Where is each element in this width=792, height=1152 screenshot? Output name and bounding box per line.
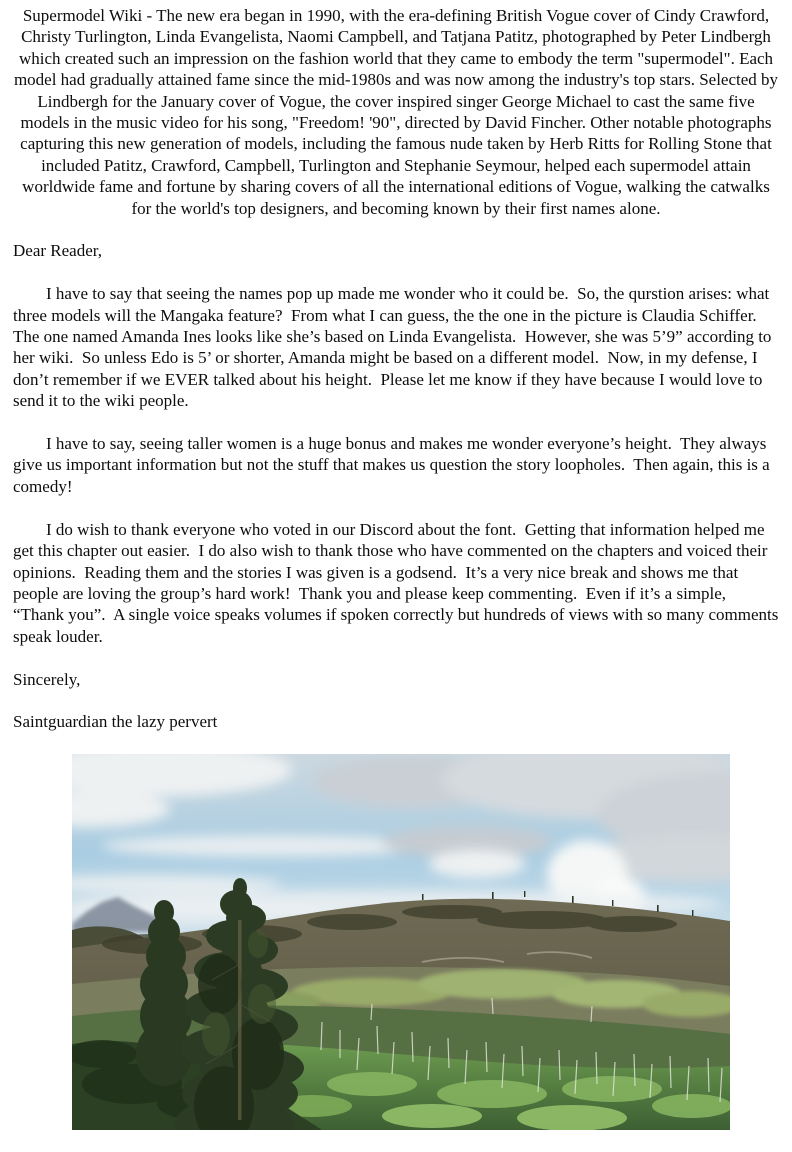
- letter-paragraph-2: I have to say, seeing taller women is a huge bonus and makes me wonder everyone’s height. They always give us important information but not the stuff that makes us question the story loopholes. Then again, this is a comedy!: [13, 434, 774, 496]
- salutation: Dear Reader,: [13, 241, 102, 261]
- signature: Saintguardian the lazy pervert: [13, 712, 218, 732]
- intro-paragraph: Supermodel Wiki - The new era began in 1990, with the era-defining British Vogue cover of Cindy Crawford, Christy Turlington, Linda Evangelista, Naomi Campbell, and Tatjana Patitz, photographed by Peter Lindbergh which created such an impression on the fashion world that they came to embody the term "supermodel". Each model had gradually attained fame since the mid-1980s and was now among the industry's top stars. Selected by Lindbergh for the January cover of Vogue, the cover inspired singer George Michael to cast the same five models in the music video for his song, "Freedom! '90", directed by David Fincher. Other notable photographs capturing this new generation of models, including the famous nude taken by Herb Ritts for Rolling Stone that included Patitz, Crawford, Campbell, Turlington and Stephanie Seymour, helped each supermodel attain worldwide fame and fortune by sharing covers of all the international editions of Vogue, walking the catwalks for the world's top designers, and becoming known by their first names alone.: [13, 6, 783, 218]
- letter-paragraph-3: I do wish to thank everyone who voted in our Discord about the font. Getting that information helped me get this chapter out easier. I do also wish to thank those who have commented on the chapters and voiced their opinions. Reading them and the stories I was given is a godsend. It’s a very nice break and shows me that people are loving the group’s hard work! Thank you and please keep commenting. Even if it’s a simple, “Thank you”. A single voice speaks volumes if spoken correctly but hundreds of views with so many comments speak louder.: [13, 519, 783, 646]
- closing: Sincerely,: [13, 669, 81, 689]
- tree-trunk: [238, 920, 242, 1120]
- clouds: [72, 754, 730, 926]
- landscape-photo: [72, 754, 730, 1130]
- landscape-photo-art: [72, 754, 730, 1130]
- letter-paragraph-1: I have to say that seeing the names pop up made me wonder who it could be. So, the qurstion arises: what three models will the Mangaka feature? From what I can guess, the the one in the picture is Claudia Schiffer. The one named Amanda Ines looks like she’s based on Linda Evangelista. However, she was 5’9” according to her wiki. So unless Edo is 5’ or shorter, Amanda might be based on a different model. Now, in my defense, I don’t remember if we EVER talked about his height. Please let me know if they have because I would love to send it to the wiki people.: [13, 284, 776, 411]
